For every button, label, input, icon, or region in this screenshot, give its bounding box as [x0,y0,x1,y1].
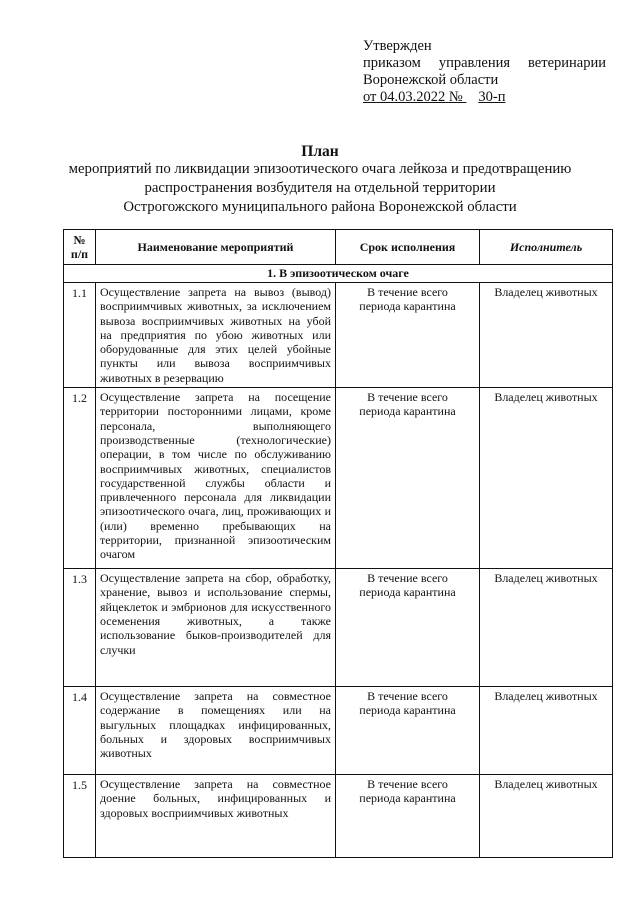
table-row [64,687,613,775]
row-num: 1.2 [64,388,96,569]
row-num: 1.3 [64,569,96,687]
row-name: Осуществление запрета на совместное доение больных, инфицированных и здоровых восприимчивых животных [96,775,336,858]
approval-line-1: Утвержден [363,38,432,54]
subtitle-line-3: Острогожского муниципального района Воронежской области [123,199,517,215]
header-name: Наименование мероприятий [96,230,336,265]
approval-line-2: приказом управления ветеринарии [363,55,606,71]
table-row [64,775,613,858]
table-row [64,283,613,388]
approval-date: 04.03.2022 [380,89,446,105]
number-sign: № [448,89,463,105]
row-executor: Владелец животных [480,687,613,775]
row-name: Осуществление запрета на совместное содержание в помещениях или на выгульных площадках инфицированных, больных и здоровых восприимчивых животных [96,687,336,775]
table-row [64,569,613,687]
approval-date-line [363,89,606,106]
row-period: В течение всего периода карантина [336,388,480,569]
measures-table [63,229,613,858]
row-period: В течение всего периода карантина [336,283,480,388]
subtitle-line-2: распространения возбудителя на отдельной территории [144,180,496,196]
approval-line-3: Воронежской области [363,72,499,88]
row-executor: Владелец животных [480,775,613,858]
order-number: 30-п [478,89,506,105]
row-num: 1.4 [64,687,96,775]
row-num: 1.5 [64,775,96,858]
plan-title: План [301,143,339,160]
date-prefix: от [363,89,377,105]
row-period: В течение всего периода карантина [336,569,480,687]
row-num: 1.1 [64,283,96,388]
plan-subtitle [0,160,640,217]
row-period: В течение всего периода карантина [336,687,480,775]
row-period: В течение всего периода карантина [336,775,480,858]
section-title: 1. В эпизоотическом очаге [64,265,613,283]
subtitle-line-1: мероприятий по ликвидации эпизоотического очага лейкоза и предотвращению [68,161,572,177]
row-name: Осуществление запрета на посещение территории посторонними лицами, кроме персонала, выполняющего производственные (технологические) операции, в том числе по обслуживанию восприимчивых животных, специалистов государственной службы области и привлеченного персонала для ликвидации эпизоотического очага, лиц, проживающих и (или) временно пребывающих на территории, признанной эпизоотическим очагом [96,388,336,569]
header-period: Срок исполнения [336,230,480,265]
table-row [64,388,613,569]
row-executor: Владелец животных [480,569,613,687]
section-row [64,265,613,283]
row-name: Осуществление запрета на вывоз (вывод) восприимчивых животных, за исключением вывоза восприимчивых животных на убой на предприятия по убою животных или оборудованные для этих целей убойные пункты или вывоза восприимчивых животных в резервацию [96,283,336,388]
row-executor: Владелец животных [480,388,613,569]
row-name: Осуществление запрета на сбор, обработку, хранение, вывоз и использование спермы, яйцеклеток и эмбрионов для искусственного осеменения животных, а также использование быков-производителей для случки [96,569,336,687]
approval-block [363,38,606,106]
header-executor: Исполнитель [480,230,613,265]
header-num: № п/п [64,230,96,265]
row-executor: Владелец животных [480,283,613,388]
table-header-row [64,230,613,265]
